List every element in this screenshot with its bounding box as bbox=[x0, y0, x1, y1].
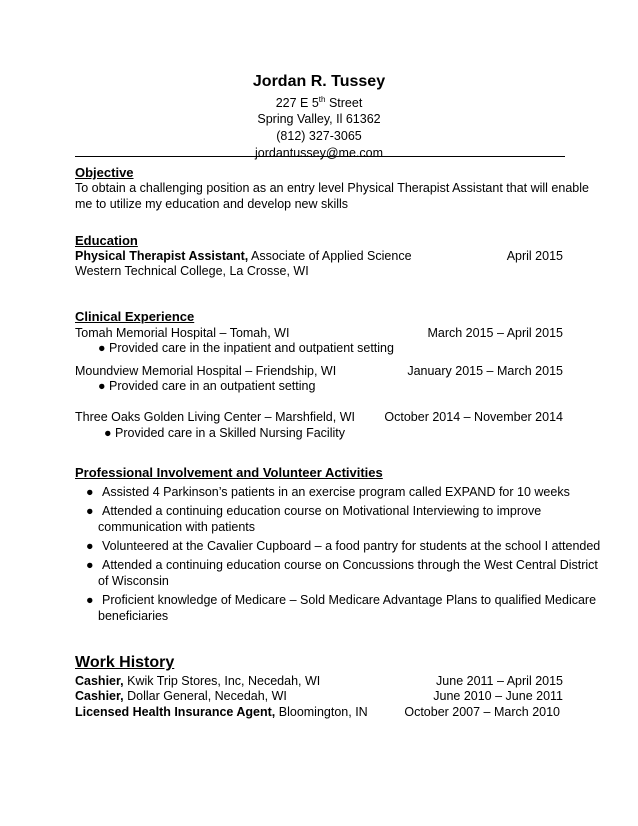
professional-item bbox=[86, 485, 570, 499]
job-title: Licensed Health Insurance Agent, bbox=[75, 705, 276, 719]
work-entry-date: June 2010 – June 2011 bbox=[433, 689, 563, 703]
professional-item-continuation: beneficiaries bbox=[98, 609, 169, 623]
job-employer: Bloomington, IN bbox=[275, 705, 368, 719]
clinical-entry-title: Three Oaks Golden Living Center – Marshfield, WI bbox=[75, 410, 355, 424]
clinical-entry-date: October 2014 – November 2014 bbox=[384, 410, 563, 424]
degree-type: Associate of Applied Science bbox=[248, 249, 412, 263]
work-entry-title bbox=[75, 689, 287, 703]
bullet-icon: ● bbox=[86, 593, 94, 607]
clinical-entry-bullet bbox=[98, 379, 315, 393]
street-prefix: 227 E 5 bbox=[275, 96, 319, 111]
professional-item-continuation: of Wisconsin bbox=[98, 574, 169, 588]
objective-line-2: me to utilize my education and develop new skills bbox=[75, 197, 349, 211]
email-address: jordantussey@me.com bbox=[254, 146, 383, 160]
header-divider bbox=[75, 156, 565, 157]
education-degree bbox=[75, 249, 412, 263]
professional-heading: Professional Involvement and Volunteer Activities bbox=[75, 465, 383, 480]
street-address bbox=[0, 95, 638, 110]
work-entry-title bbox=[75, 674, 320, 688]
clinical-entry-bullet bbox=[104, 426, 345, 440]
job-title: Cashier, bbox=[75, 674, 124, 688]
candidate-name: Jordan R. Tussey bbox=[252, 73, 386, 90]
professional-item bbox=[86, 593, 596, 607]
job-title: Cashier, bbox=[75, 689, 124, 703]
clinical-entry-title: Tomah Memorial Hospital – Tomah, WI bbox=[75, 326, 290, 340]
degree-title: Physical Therapist Assistant, bbox=[75, 249, 249, 263]
professional-item-text: Volunteered at the Cavalier Cupboard – a food pantry for students at the school I attended bbox=[102, 539, 601, 553]
education-heading: Education bbox=[75, 233, 138, 248]
professional-item-text: Attended a continuing education course on Motivational Interviewing to improve bbox=[102, 504, 542, 518]
work-entry-date: June 2011 – April 2015 bbox=[436, 674, 563, 688]
street-suffix: Street bbox=[325, 96, 363, 111]
professional-item-text: Attended a continuing education course on Concussions through the West Central District bbox=[102, 558, 598, 572]
clinical-bullet-text: Provided care in the inpatient and outpatient setting bbox=[109, 341, 394, 355]
street-superscript: th bbox=[318, 95, 326, 104]
bullet-icon: ● bbox=[98, 341, 110, 355]
objective-heading: Objective bbox=[75, 165, 134, 180]
job-employer: Kwik Trip Stores, Inc, Necedah, WI bbox=[123, 674, 321, 688]
education-school: Western Technical College, La Crosse, WI bbox=[75, 264, 309, 278]
clinical-entry-title: Moundview Memorial Hospital – Friendship, WI bbox=[75, 364, 337, 378]
phone-number: (812) 327-3065 bbox=[276, 129, 362, 143]
bullet-icon: ● bbox=[98, 379, 110, 393]
clinical-entry-bullet bbox=[98, 341, 394, 355]
professional-item bbox=[86, 558, 598, 572]
work-entry-title bbox=[75, 705, 368, 719]
bullet-icon: ● bbox=[86, 485, 94, 499]
professional-item-text: Assisted 4 Parkinson’s patients in an exercise program called EXPAND for 10 weeks bbox=[102, 485, 570, 499]
clinical-entry-date: January 2015 – March 2015 bbox=[407, 364, 563, 378]
bullet-icon: ● bbox=[86, 539, 94, 553]
professional-item-text: Proficient knowledge of Medicare – Sold Medicare Advantage Plans to qualified Medicare bbox=[102, 593, 597, 607]
clinical-heading: Clinical Experience bbox=[75, 309, 195, 324]
work-history-heading: Work History bbox=[75, 654, 175, 671]
job-employer: Dollar General, Necedah, WI bbox=[123, 689, 287, 703]
clinical-bullet-text: Provided care in an outpatient setting bbox=[109, 379, 316, 393]
city-state-zip: Spring Valley, Il 61362 bbox=[257, 112, 381, 126]
professional-item-continuation: communication with patients bbox=[98, 520, 256, 534]
professional-item bbox=[86, 539, 600, 553]
bullet-icon: ● bbox=[104, 426, 116, 440]
education-date: April 2015 bbox=[506, 249, 563, 263]
bullet-icon: ● bbox=[86, 558, 94, 572]
bullet-icon: ● bbox=[86, 504, 94, 518]
objective-line-1: To obtain a challenging position as an entry level Physical Therapist Assistant that will enable bbox=[75, 181, 589, 195]
clinical-entry-date: March 2015 – April 2015 bbox=[427, 326, 563, 340]
clinical-bullet-text: Provided care in a Skilled Nursing Facility bbox=[115, 426, 345, 440]
professional-item bbox=[86, 504, 541, 518]
work-entry-date: October 2007 – March 2010 bbox=[404, 705, 560, 719]
